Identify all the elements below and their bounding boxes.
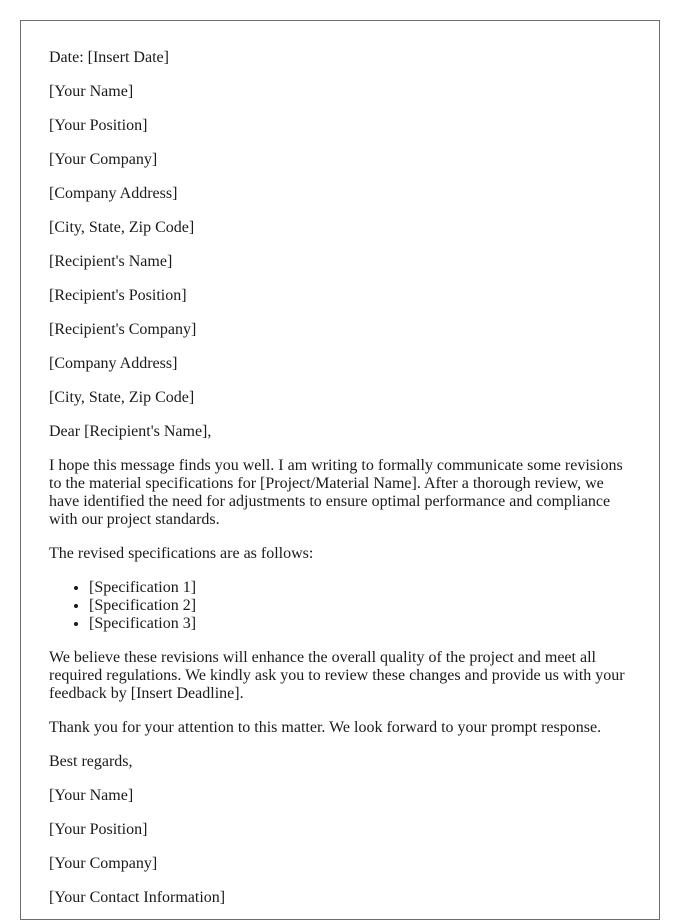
recipient-address: [Company Address]: [49, 355, 178, 372]
list-item: • [Specification 2]: [89, 597, 627, 615]
list-intro: The revised specifications are as follows:: [49, 545, 314, 562]
salutation: Dear [Recipient's Name],: [49, 423, 212, 440]
signature-contact: [Your Contact Information]: [49, 889, 226, 906]
list-item: • [Specification 3]: [89, 615, 627, 633]
recipient-city: [City, State, Zip Code]: [49, 389, 195, 406]
date-line: Date: [Insert Date]: [49, 49, 169, 66]
recipient-position: [Recipient's Position]: [49, 287, 187, 304]
sender-name: [Your Name]: [49, 83, 134, 100]
intro-paragraph: I hope this message finds you well. I am writing to formally communicate some revisions to the material specifications for [Project/Material Name]. After a thorough review, we have identified the need for adjustments to ensure optimal performance and compliance with our project standards.: [49, 457, 623, 528]
recipient-name: [Recipient's Name]: [49, 253, 173, 270]
thanks-paragraph: Thank you for your attention to this matter. We look forward to your prompt response.: [49, 719, 602, 736]
sender-city: [City, State, Zip Code]: [49, 219, 195, 236]
sender-address: [Company Address]: [49, 185, 178, 202]
specification-list: [49, 579, 627, 633]
sender-position: [Your Position]: [49, 117, 148, 134]
letter-page: [20, 20, 660, 920]
list-item: • [Specification 1]: [89, 579, 627, 597]
letter-body: [49, 49, 627, 923]
signature-name: [Your Name]: [49, 787, 134, 804]
signature-company: [Your Company]: [49, 855, 158, 872]
recipient-company: [Recipient's Company]: [49, 321, 197, 338]
revision-paragraph: We believe these revisions will enhance the overall quality of the project and meet all required regulations. We kindly ask you to review these changes and provide us with your feedback by [Insert Deadline].: [49, 649, 625, 702]
closing: Best regards,: [49, 753, 133, 770]
signature-position: [Your Position]: [49, 821, 148, 838]
sender-company: [Your Company]: [49, 151, 158, 168]
